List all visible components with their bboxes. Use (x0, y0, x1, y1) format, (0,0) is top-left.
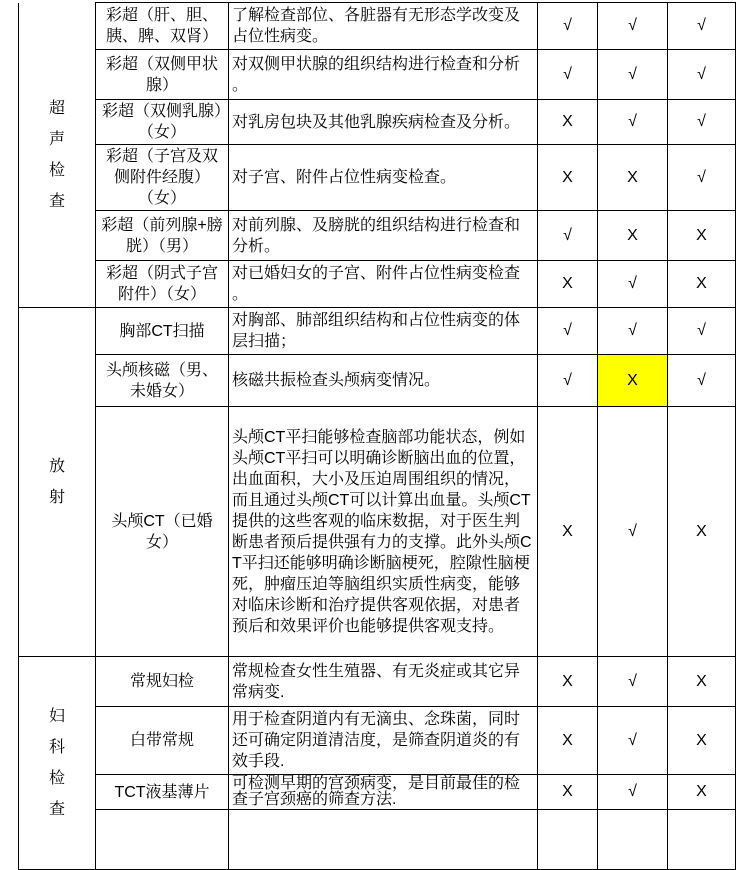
check-cell: X (538, 407, 598, 657)
check-cell: √ (668, 3, 736, 50)
description-cell: 可检测早期的宫颈病变，是目前最佳的检查子宫颈癌的筛查方法. (229, 775, 538, 810)
check-cell: X (538, 145, 598, 211)
check-cell: √ (668, 355, 736, 407)
exam-name-cell: 头颅CT（已婚女） (96, 407, 229, 657)
check-cell: X (538, 707, 598, 775)
exam-name-cell (96, 810, 229, 870)
check-cell (538, 810, 598, 870)
table-row (19, 810, 736, 870)
check-cell (598, 810, 668, 870)
exam-name-cell: 彩超（阴式子宫附件）（女） (96, 261, 229, 308)
check-cell: √ (668, 308, 736, 355)
table-row (19, 3, 736, 50)
check-cell: √ (598, 707, 668, 775)
exam-name-cell: 彩超（双侧甲状腺） (96, 50, 229, 100)
check-cell: X (538, 657, 598, 707)
table-row (19, 707, 736, 775)
check-cell: √ (538, 211, 598, 261)
check-cell: √ (538, 50, 598, 100)
check-cell (668, 810, 736, 870)
category-label: 放射 (48, 458, 65, 506)
category-label: 超声检查 (48, 99, 65, 210)
table-row (19, 261, 736, 308)
table-row (19, 145, 736, 211)
table-row (19, 657, 736, 707)
table-row (19, 775, 736, 810)
check-cell: √ (598, 50, 668, 100)
check-cell: √ (598, 407, 668, 657)
category-cell (19, 657, 96, 870)
description-cell: 对已婚妇女的子宫、附件占位性病变检查。 (229, 261, 538, 308)
description-cell: 对胸部、肺部组织结构和占位性病变的体层扫描； (229, 308, 538, 355)
table-row (19, 355, 736, 407)
check-cell: X (538, 100, 598, 145)
check-cell: X (668, 707, 736, 775)
check-cell: X (668, 211, 736, 261)
exam-name-cell: 彩超（肝、胆、胰、脾、双肾） (96, 3, 229, 50)
check-cell: X (668, 775, 736, 810)
category-cell (19, 308, 96, 657)
description-cell: 头颅CT平扫能够检查脑部功能状态，例如头颅CT平扫可以明确诊断脑出血的位置，出血面积，大小及压迫周围组织的情况，而且通过头颅CT可以计算出血量。头颅CT提供的这些客观的临床数据，对于医生判断患者预后提供强有力的支撑。此外头颅CT平扫还能够明确诊断脑梗死，腔隙性脑梗死，肿瘤压迫等脑组织实质性病变，能够对临床诊断和治疗提供客观依据，对患者预后和效果评价也能够提供客观支持。 (229, 407, 538, 657)
check-cell: X (668, 407, 736, 657)
check-cell: X (668, 261, 736, 308)
check-cell: √ (598, 308, 668, 355)
check-cell: √ (538, 308, 598, 355)
check-cell: X (538, 775, 598, 810)
table-row (19, 50, 736, 100)
check-cell: √ (598, 657, 668, 707)
exam-name-cell: 彩超（前列腺+膀胱）（男） (96, 211, 229, 261)
check-cell: X (598, 211, 668, 261)
exam-name-cell: 常规妇检 (96, 657, 229, 707)
description-cell: 对乳房包块及其他乳腺疾病检查及分析。 (229, 100, 538, 145)
category-cell (19, 3, 96, 308)
description-cell: 用于检查阴道内有无滴虫、念珠菌，同时还可确定阴道清洁度，是筛查阴道炎的有效手段. (229, 707, 538, 775)
check-cell: X (598, 145, 668, 211)
description-cell: 了解检查部位、各脏器有无形态学改变及占位性病变。 (229, 3, 538, 50)
check-cell: √ (538, 3, 598, 50)
description-cell: 对前列腺、及膀胱的组织结构进行检查和分析。 (229, 211, 538, 261)
exam-name-cell: TCT液基薄片 (96, 775, 229, 810)
check-cell: √ (598, 100, 668, 145)
check-cell: √ (668, 145, 736, 211)
table-row (19, 407, 736, 657)
table-row (19, 100, 736, 145)
exam-name-cell: 彩超（子宫及双侧附件经腹）（女） (96, 145, 229, 211)
description-cell: 对子宫、附件占位性病变检查。 (229, 145, 538, 211)
description-cell (229, 810, 538, 870)
check-cell: X (668, 657, 736, 707)
category-label: 妇科检查 (48, 708, 65, 818)
exam-name-cell: 彩超（双侧乳腺）（女） (96, 100, 229, 145)
description-cell: 核磁共振检查头颅病变情况。 (229, 355, 538, 407)
exam-name-cell: 白带常规 (96, 707, 229, 775)
exam-comparison-table (18, 2, 736, 870)
description-cell: 常规检查女性生殖器、有无炎症或其它异常病变. (229, 657, 538, 707)
exam-name-cell: 头颅核磁（男、未婚女） (96, 355, 229, 407)
check-cell: √ (538, 355, 598, 407)
check-cell: √ (598, 261, 668, 308)
check-cell: √ (668, 100, 736, 145)
table-row (19, 211, 736, 261)
check-cell: X (538, 261, 598, 308)
table-row (19, 308, 736, 355)
description-cell: 对双侧甲状腺的组织结构进行检查和分析。 (229, 50, 538, 100)
check-cell: √ (598, 3, 668, 50)
check-cell-highlighted: X (598, 355, 668, 407)
check-cell: √ (598, 775, 668, 810)
exam-name-cell: 胸部CT扫描 (96, 308, 229, 355)
check-cell: √ (668, 50, 736, 100)
